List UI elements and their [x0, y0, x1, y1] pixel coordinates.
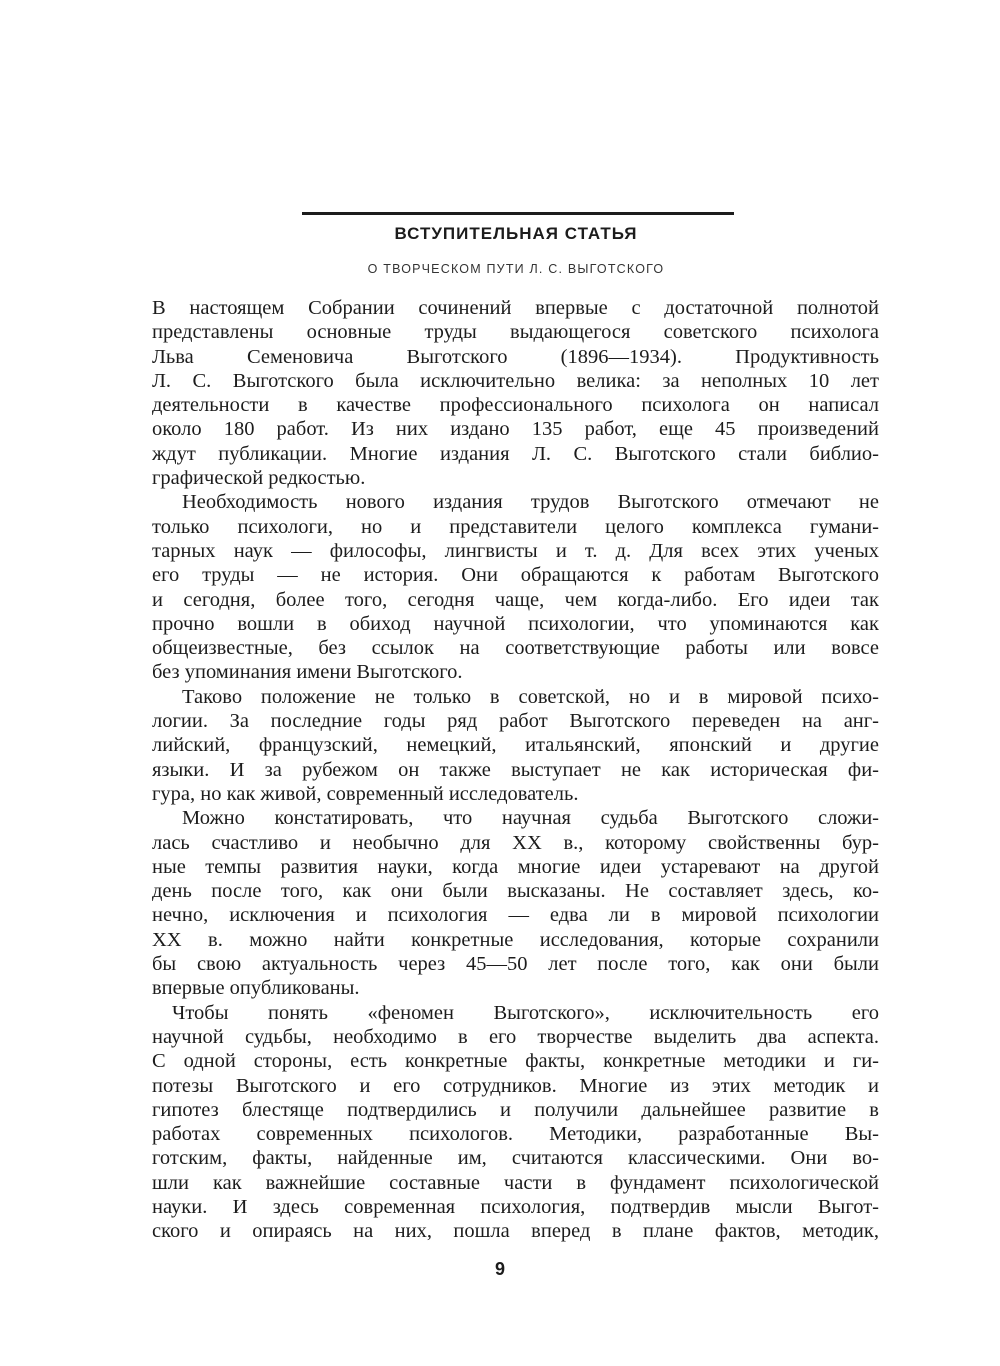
paragraph — [152, 685, 879, 806]
text-line: науки. И здесь современная психология, подтвердив мысли Выгот- — [152, 1195, 879, 1218]
text-line: Необходимость нового издания трудов Выготского отмечают не — [182, 491, 879, 514]
text-line: ждут публикации. Многие издания Л. С. Выготского стали библио- — [152, 442, 879, 465]
text-line: представлены основные труды выдающегося советского психолога — [152, 321, 879, 344]
text-line: деятельности в качестве профессионального психолога он написал — [152, 394, 879, 417]
text-line: работах современных психологов. Методики, разработанные Вы- — [152, 1123, 879, 1146]
text-line: прочно вошли в обиход научной психологии, что упоминаются как — [152, 612, 879, 635]
paragraph — [152, 806, 879, 1000]
text-line: без упоминания имени Выготского. — [152, 661, 463, 684]
text-line: Л. С. Выготского была исключительно велика: за неполных 10 лет — [152, 369, 879, 392]
text-line: В настоящем Собрании сочинений впервые с достаточной полнотой — [152, 297, 879, 319]
text-line: готским, факты, найденные им, считаются классическими. Они во- — [152, 1147, 879, 1170]
header-rule — [302, 212, 734, 215]
text-line: день после того, как они были высказаны. Не составляет здесь, ко- — [152, 880, 879, 903]
text-line: впервые опубликованы. — [152, 977, 360, 1000]
text-line: тарных наук — философы, лингвисты и т. д. Для всех этих ученых — [152, 539, 879, 562]
text-line: бы свою актуальность через 45—50 лет после того, как они были — [152, 953, 879, 976]
page-number: 9 — [494, 1259, 505, 1279]
article-body — [152, 296, 879, 1244]
text-line: Чтобы понять «феномен Выготского», исключительность его — [172, 1001, 879, 1024]
paragraph — [152, 1001, 879, 1244]
text-line: около 180 работ. Из них издано 135 работ, еще 45 произведений — [152, 418, 879, 441]
text-line: ского и опираясь на них, пошла вперед в плане фактов, методик, — [152, 1220, 879, 1243]
text-line: лийский, французский, немецкий, итальянский, японский и другие — [152, 734, 879, 757]
text-line: гипотез блестяще подтвердились и получили дальнейшее развитие в — [152, 1098, 879, 1121]
text-line: потезы Выготского и его сотрудников. Многие из этих методик и — [152, 1074, 879, 1097]
text-line: и сегодня, более того, сегодня чаще, чем когда-либо. Его идеи так — [152, 588, 879, 611]
text-line: логии. За последние годы ряд работ Выготского переведен на анг- — [152, 710, 879, 733]
text-line: его труды — не история. Они обращаются к работам Выготского — [152, 564, 879, 587]
text-line: шли как важнейшие составные части в фундамент психологической — [152, 1171, 879, 1194]
text-line: Таково положение не только в советской, но и в мировой психо- — [182, 685, 879, 708]
text-line: нечно, исключения и психология — едва ли в мировой психологии — [152, 904, 879, 927]
section-title: ВСТУПИТЕЛЬНАЯ СТАТЬЯ — [394, 224, 638, 243]
text-line: Льва Семеновича Выготского (1896—1934). Продуктивность — [152, 345, 879, 368]
section-subtitle: О ТВОРЧЕСКОМ ПУТИ Л. С. ВЫГОТСКОГО — [367, 262, 665, 276]
paragraph — [152, 296, 879, 490]
text-line: Можно констатировать, что научная судьба Выготского сложи- — [182, 807, 879, 830]
text-line: только психологи, но и представители целого комплекса гумани- — [152, 515, 879, 538]
text-line: лась счастливо и необычно для XX в., которому свойственны бур- — [152, 831, 879, 854]
text-line: гура, но как живой, современный исследователь. — [152, 782, 579, 805]
text-line: общеизвестные, без ссылок на соответствующие работы или вовсе — [152, 637, 879, 660]
text-line: XX в. можно найти конкретные исследования, которые сохранили — [152, 928, 879, 951]
text-line: графической редкостью. — [152, 467, 366, 490]
paragraph — [152, 490, 879, 684]
text-line: С одной стороны, есть конкретные факты, конкретные методики и ги- — [152, 1050, 879, 1073]
text-line: ные темпы развития науки, когда многие идеи устаревают на другой — [152, 855, 879, 878]
text-line: языки. И за рубежом он также выступает не как историческая фи- — [152, 758, 879, 781]
text-line: научной судьбы, необходимо в его творчестве выделить два аспекта. — [152, 1025, 879, 1048]
